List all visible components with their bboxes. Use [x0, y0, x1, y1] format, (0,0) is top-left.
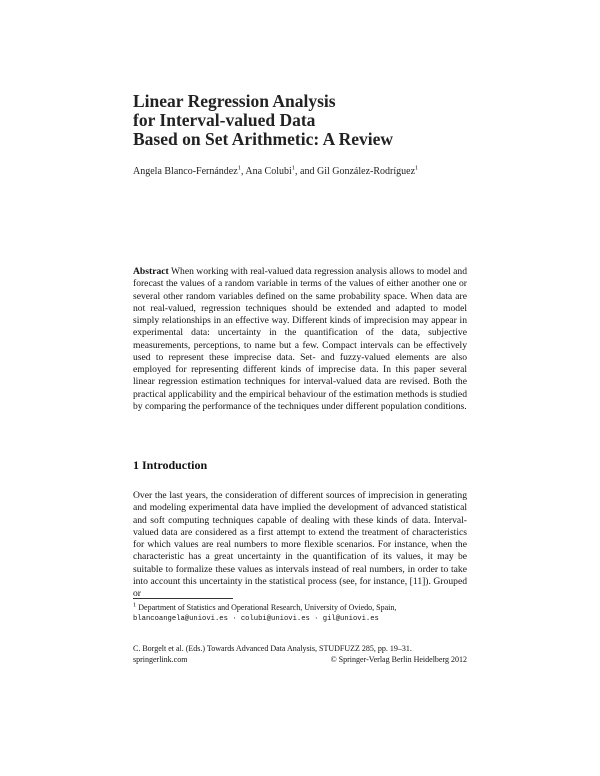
paper-title	[133, 92, 493, 149]
author-separator: ,	[240, 166, 246, 177]
introduction-paragraph: Over the last years, the consideration of different sources of imprecision in generating and modeling experimental data have implied the development of advanced statistical and soft computing techniques capable of dealing with these kinds of data. Interval-valued data are considered as a first attempt to extend the treatment of characteristics for which values are real numbers to more flexible scenarios. For instance, when the characteristic has a great uncertainty in the quantification of its values, it may be suitable to formalize these values as intervals instead of real numbers, in order to take into account this uncertainty in the statistical process (see, for instance, [11]). Grouped or	[133, 490, 467, 599]
title-line-1: Linear Regression Analysis	[133, 91, 336, 111]
affiliation-mark: 1	[291, 164, 296, 172]
publisher-website: springerlink.com	[133, 654, 188, 664]
publisher-info	[133, 644, 467, 665]
author-separator: , and	[295, 166, 317, 177]
abstract-text: When working with real-valued data regression analysis allows to model and forecast the values of a random variable in terms of the values of either another one or several other random variables defined on the same probability space. When data are not real-valued, regression techniques should be extended and adapted to model simply relationships in an effective way. Different kinds of imprecision may appear in experimental data: uncertainty in the quantification of the data, subjective measurements, perceptions, to name but a few. Compact intervals can be effectively used to represent these imprecise data. Set- and fuzzy-valued elements are also employed for representing different kinds of imprecise data. In this paper several linear regression estimation techniques for interval-valued data are revised. Both the practical applicability and the empirical behaviour of the estimation methods is studied by comparing the performance of the techniques under different population conditions.	[133, 266, 467, 412]
abstract-block	[133, 266, 467, 413]
section-heading-introduction: 1 Introduction	[133, 458, 208, 472]
publisher-copyright: © Springer-Verlag Berlin Heidelberg 2012	[330, 654, 467, 664]
affiliation-mark: 1	[415, 164, 419, 172]
author-name: Ana Colubi	[245, 166, 292, 177]
footnote-divider	[133, 598, 233, 599]
title-line-3: Based on Set Arithmetic: A Review	[133, 129, 394, 149]
publisher-citation: C. Borgelt et al. (Eds.) Towards Advanced Data Analysis, STUDFUZZ 285, pp. 19–31.	[133, 644, 412, 653]
author-name: Gil González-Rodríguez	[316, 166, 416, 177]
footnote-text: Department of Statistics and Operational Research, University of Oviedo, Spain,	[138, 603, 397, 612]
affiliation-mark: 1	[237, 164, 241, 172]
author-list	[133, 166, 473, 177]
publisher-row	[133, 655, 467, 666]
author-name: Angela Blanco-Fernández	[133, 166, 238, 177]
footnote-mark: 1	[133, 601, 137, 609]
footnote-affiliation	[133, 603, 467, 614]
footnote-emails: blancoangela@uniovi.es · colubi@uniovi.es · gil@uniovi.es	[133, 614, 379, 623]
title-line-2: for Interval-valued Data	[133, 110, 316, 130]
abstract-label: Abstract	[133, 266, 169, 277]
footnote	[133, 603, 467, 624]
